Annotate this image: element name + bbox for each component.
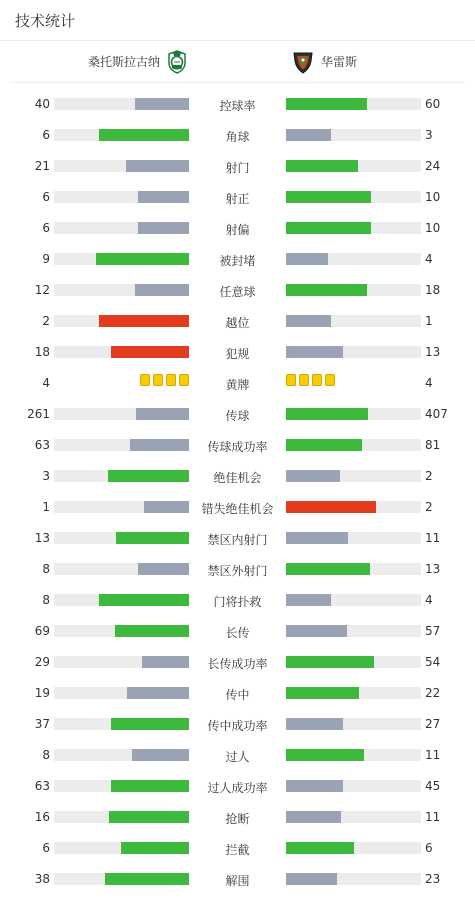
away-bar-fill	[286, 408, 368, 420]
away-value: 57	[425, 624, 441, 638]
home-value: 6	[42, 190, 50, 204]
stat-label: 过人成功率	[207, 781, 268, 795]
home-value: 16	[34, 810, 50, 824]
stat-label: 传中成功率	[207, 719, 268, 733]
away-bar-track	[286, 160, 421, 172]
stat-row	[0, 343, 475, 374]
stat-row	[0, 498, 475, 529]
yellow-card-icon	[286, 374, 296, 386]
away-value: 23	[425, 872, 441, 886]
home-value: 40	[34, 97, 50, 111]
away-bar-fill	[286, 594, 331, 606]
stat-row	[0, 777, 475, 808]
stat-row	[0, 622, 475, 653]
away-bar-track	[286, 563, 421, 575]
home-value: 1	[42, 500, 50, 514]
home-yellow-cards	[140, 374, 189, 388]
home-bar-fill	[130, 439, 189, 451]
home-value: 2	[42, 314, 50, 328]
home-value: 8	[42, 593, 50, 607]
away-bar-track	[286, 811, 421, 823]
stat-label: 长传	[225, 626, 250, 640]
stat-label: 越位	[225, 316, 250, 330]
home-bar-fill	[126, 160, 189, 172]
home-value: 19	[34, 686, 50, 700]
home-bar-track	[54, 346, 189, 358]
away-value: 11	[425, 531, 441, 545]
stat-label: 禁区外射门	[207, 564, 268, 578]
home-value: 29	[34, 655, 50, 669]
stat-label: 角球	[225, 130, 250, 144]
away-bar-track	[286, 656, 421, 668]
away-bar-fill	[286, 532, 348, 544]
home-bar-track	[54, 873, 189, 885]
home-bar-track	[54, 439, 189, 451]
away-bar-fill	[286, 129, 331, 141]
away-value: 6	[425, 841, 433, 855]
stat-label: 禁区内射门	[207, 533, 268, 547]
home-bar-fill	[105, 873, 189, 885]
away-bar-track	[286, 439, 421, 451]
home-bar-fill	[96, 253, 189, 265]
away-bar-track	[286, 842, 421, 854]
stat-label: 抢断	[225, 812, 250, 826]
away-bar-fill	[286, 873, 337, 885]
stat-row	[0, 870, 475, 901]
home-bar-fill	[99, 129, 189, 141]
away-bar-track	[286, 129, 421, 141]
stat-label: 错失绝佳机会	[201, 502, 274, 516]
stat-row	[0, 684, 475, 715]
away-bar-track	[286, 687, 421, 699]
away-value: 45	[425, 779, 441, 793]
away-value: 4	[425, 376, 433, 390]
home-bar-fill	[135, 98, 189, 110]
home-bar-track	[54, 687, 189, 699]
stat-row	[0, 95, 475, 126]
teams-row	[10, 41, 465, 83]
yellow-card-icon	[325, 374, 335, 386]
away-bar-fill	[286, 842, 354, 854]
stat-label: 拦截	[225, 843, 250, 857]
away-value: 10	[425, 221, 441, 235]
home-bar-track	[54, 594, 189, 606]
yellow-card-icon	[166, 374, 176, 386]
stat-row	[0, 808, 475, 839]
away-value: 4	[425, 252, 433, 266]
away-value: 22	[425, 686, 441, 700]
home-bar-fill	[135, 284, 189, 296]
juarez-crest-icon	[291, 50, 315, 74]
home-bar-fill	[99, 315, 189, 327]
stat-row	[0, 374, 475, 405]
home-bar-fill	[132, 749, 189, 761]
stat-row	[0, 312, 475, 343]
home-value: 6	[42, 128, 50, 142]
home-bar-track	[54, 656, 189, 668]
home-bar-track	[54, 253, 189, 265]
stat-label: 门将扑救	[213, 595, 262, 609]
stat-label: 射正	[225, 192, 250, 206]
home-bar-fill	[116, 532, 189, 544]
home-bar-track	[54, 780, 189, 792]
away-bar-track	[286, 873, 421, 885]
away-bar-fill	[286, 501, 376, 513]
away-value: 60	[425, 97, 441, 111]
stat-label: 传中	[225, 688, 250, 702]
home-bar-fill	[121, 842, 189, 854]
home-bar-fill	[99, 594, 189, 606]
stat-row	[0, 746, 475, 777]
away-value: 2	[425, 500, 433, 514]
away-bar-fill	[286, 191, 371, 203]
away-team-name: 华雷斯	[321, 55, 358, 69]
away-bar-track	[286, 625, 421, 637]
stat-label: 控球率	[219, 99, 256, 113]
stats-list	[0, 95, 475, 901]
home-bar-fill	[108, 470, 189, 482]
home-bar-fill	[111, 718, 189, 730]
stat-row	[0, 839, 475, 870]
away-value: 27	[425, 717, 441, 731]
home-bar-track	[54, 98, 189, 110]
away-value: 13	[425, 562, 441, 576]
away-bar-track	[286, 501, 421, 513]
stat-label: 绝佳机会	[213, 471, 262, 485]
stat-row	[0, 529, 475, 560]
santos-laguna-crest-icon	[165, 50, 189, 74]
home-bar-track	[54, 532, 189, 544]
home-value: 9	[42, 252, 50, 266]
away-bar-track	[286, 315, 421, 327]
stat-row	[0, 188, 475, 219]
stat-label: 传球	[225, 409, 250, 423]
away-bar-fill	[286, 470, 340, 482]
away-bar-fill	[286, 222, 371, 234]
home-bar-track	[54, 718, 189, 730]
yellow-card-icon	[312, 374, 322, 386]
stat-label: 黄牌	[225, 378, 250, 392]
stat-row	[0, 157, 475, 188]
away-bar-fill	[286, 346, 343, 358]
away-bar-fill	[286, 160, 358, 172]
stat-row	[0, 591, 475, 622]
away-bar-fill	[286, 749, 364, 761]
home-team-name: 桑托斯拉古纳	[87, 55, 160, 69]
away-bar-fill	[286, 780, 343, 792]
home-bar-track	[54, 842, 189, 854]
home-value: 261	[27, 407, 50, 421]
home-bar-fill	[138, 191, 189, 203]
away-value: 407	[425, 407, 448, 421]
home-value: 69	[34, 624, 50, 638]
home-bar-track	[54, 222, 189, 234]
away-value: 13	[425, 345, 441, 359]
home-bar-fill	[138, 222, 189, 234]
away-bar-fill	[286, 253, 328, 265]
page-title: 技术统计	[15, 12, 76, 30]
away-bar-track	[286, 284, 421, 296]
away-bar-track	[286, 253, 421, 265]
home-value: 4	[42, 376, 50, 390]
home-value: 12	[34, 283, 50, 297]
away-bar-fill	[286, 718, 343, 730]
home-bar-track	[54, 749, 189, 761]
away-bar-track	[286, 594, 421, 606]
home-bar-track	[54, 625, 189, 637]
stat-row	[0, 126, 475, 157]
home-bar-fill	[142, 656, 189, 668]
home-value: 8	[42, 562, 50, 576]
home-bar-fill	[111, 780, 189, 792]
away-bar-track	[286, 346, 421, 358]
home-team	[88, 41, 189, 82]
home-bar-fill	[109, 811, 189, 823]
yellow-card-icon	[179, 374, 189, 386]
away-bar-track	[286, 749, 421, 761]
home-bar-track	[54, 501, 189, 513]
home-bar-track	[54, 408, 189, 420]
home-bar-fill	[136, 408, 189, 420]
away-bar-track	[286, 408, 421, 420]
home-value: 8	[42, 748, 50, 762]
home-bar-track	[54, 284, 189, 296]
away-bar-fill	[286, 625, 347, 637]
home-value: 18	[34, 345, 50, 359]
stat-label: 解围	[225, 874, 250, 888]
away-value: 4	[425, 593, 433, 607]
home-bar-track	[54, 811, 189, 823]
away-value: 54	[425, 655, 441, 669]
away-bar-track	[286, 532, 421, 544]
home-bar-fill	[127, 687, 189, 699]
away-value: 81	[425, 438, 441, 452]
away-bar-fill	[286, 687, 359, 699]
home-value: 13	[34, 531, 50, 545]
away-bar-fill	[286, 563, 370, 575]
stat-row	[0, 219, 475, 250]
home-value: 63	[34, 438, 50, 452]
away-value: 11	[425, 748, 441, 762]
away-bar-track	[286, 780, 421, 792]
away-bar-fill	[286, 315, 331, 327]
stat-label: 射门	[225, 161, 250, 175]
away-bar-track	[286, 470, 421, 482]
home-bar-track	[54, 563, 189, 575]
yellow-card-icon	[299, 374, 309, 386]
away-team	[291, 41, 357, 82]
away-bar-fill	[286, 284, 367, 296]
away-bar-fill	[286, 98, 367, 110]
away-value: 24	[425, 159, 441, 173]
away-bar-fill	[286, 811, 341, 823]
home-bar-track	[54, 191, 189, 203]
stat-row	[0, 281, 475, 312]
home-bar-fill	[111, 346, 189, 358]
stat-label: 犯规	[225, 347, 250, 361]
away-bar-fill	[286, 656, 374, 668]
section-header	[0, 0, 475, 41]
stat-label: 被封堵	[219, 254, 256, 268]
home-value: 6	[42, 221, 50, 235]
home-value: 3	[42, 469, 50, 483]
home-value: 21	[34, 159, 50, 173]
away-bar-track	[286, 98, 421, 110]
away-value: 10	[425, 190, 441, 204]
stat-row	[0, 250, 475, 281]
stat-row	[0, 405, 475, 436]
home-bar-fill	[144, 501, 189, 513]
away-bar-track	[286, 718, 421, 730]
stat-label: 过人	[225, 750, 250, 764]
stat-label: 长传成功率	[207, 657, 268, 671]
away-value: 11	[425, 810, 441, 824]
away-value: 2	[425, 469, 433, 483]
away-bar-track	[286, 222, 421, 234]
away-yellow-cards	[286, 374, 335, 388]
stat-row	[0, 467, 475, 498]
stat-row	[0, 653, 475, 684]
yellow-card-icon	[153, 374, 163, 386]
away-bar-track	[286, 191, 421, 203]
home-value: 38	[34, 872, 50, 886]
away-bar-fill	[286, 439, 362, 451]
home-value: 37	[34, 717, 50, 731]
home-bar-track	[54, 129, 189, 141]
stat-label: 射偏	[225, 223, 250, 237]
stat-label: 传球成功率	[207, 440, 268, 454]
home-bar-fill	[115, 625, 189, 637]
stat-row	[0, 436, 475, 467]
yellow-card-icon	[140, 374, 150, 386]
home-bar-track	[54, 315, 189, 327]
away-value: 18	[425, 283, 441, 297]
stat-row	[0, 560, 475, 591]
away-value: 3	[425, 128, 433, 142]
home-bar-track	[54, 470, 189, 482]
home-bar-fill	[138, 563, 189, 575]
home-bar-track	[54, 160, 189, 172]
stat-row	[0, 715, 475, 746]
away-value: 1	[425, 314, 433, 328]
home-value: 63	[34, 779, 50, 793]
home-value: 6	[42, 841, 50, 855]
stat-label: 任意球	[219, 285, 256, 299]
